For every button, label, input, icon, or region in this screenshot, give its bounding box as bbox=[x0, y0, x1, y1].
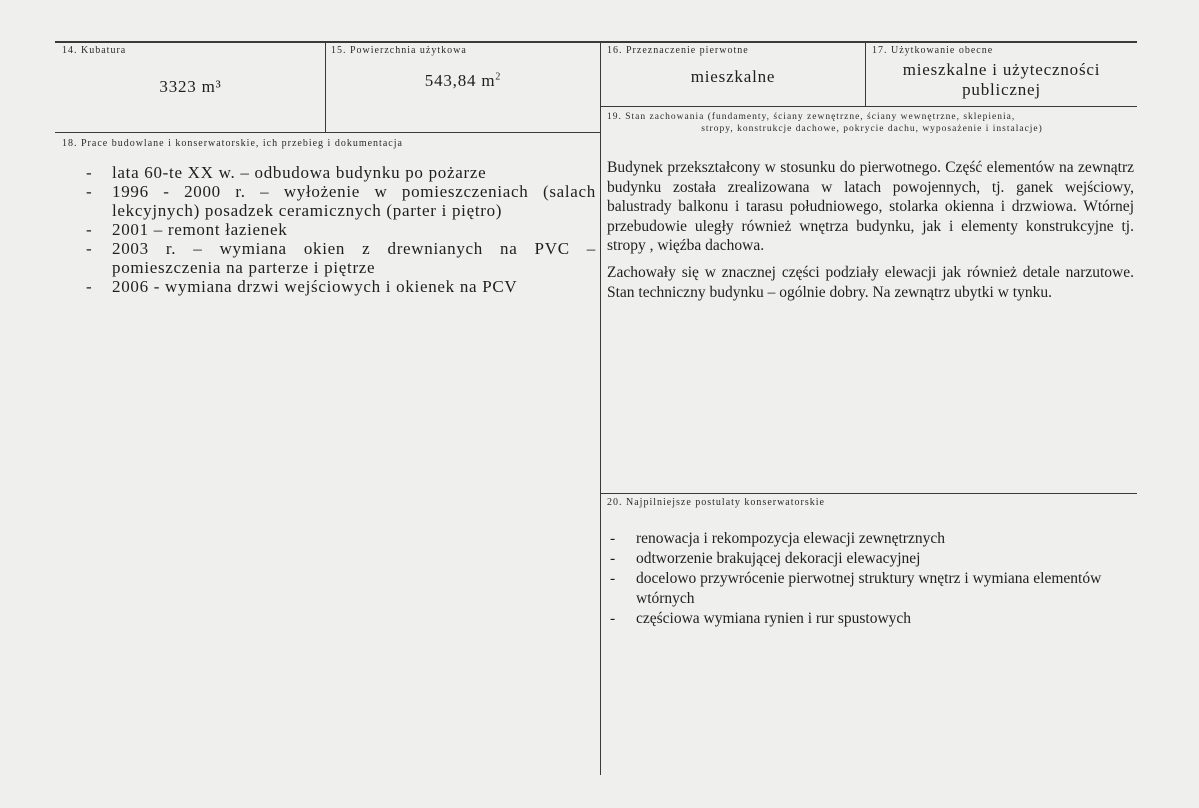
line-under-14-15 bbox=[55, 132, 601, 133]
list-item bbox=[610, 529, 1110, 549]
list-item bbox=[610, 569, 1110, 609]
powierzchnia-unit-superscript: 2 bbox=[495, 71, 502, 83]
przeznaczenie-value: mieszkalne bbox=[690, 67, 776, 86]
stan-label-line1: 19. Stan zachowania (fundamenty, ściany zewnętrzne, ściany wewnętrzne, sklepienia, bbox=[607, 112, 1016, 122]
list-item-text: renowacja i rekompozycja elewacji zewnętrznych bbox=[636, 530, 945, 547]
list-dash: - bbox=[86, 220, 93, 239]
prace-list bbox=[86, 163, 596, 296]
list-item bbox=[86, 277, 596, 296]
list-dash: - bbox=[610, 530, 616, 547]
list-item bbox=[86, 239, 596, 277]
center-divider bbox=[600, 42, 601, 775]
list-dash: - bbox=[86, 277, 93, 296]
uzytkowanie-value-line2: publicznej bbox=[962, 80, 1041, 99]
postulaty-list bbox=[610, 529, 1110, 629]
kubatura-label: 14. Kubatura bbox=[62, 45, 127, 56]
postulaty-label: 20. Najpilniejsze postulaty konserwatorskie bbox=[607, 497, 825, 508]
powierzchnia-value bbox=[326, 71, 600, 91]
list-item bbox=[86, 182, 596, 220]
list-dash: - bbox=[86, 163, 93, 182]
uzytkowanie-value-line1: mieszkalne i użyteczności bbox=[902, 60, 1101, 79]
uzytkowanie-value bbox=[866, 60, 1137, 100]
list-item-text: 1996 - 2000 r. – wyłożenie w pomieszczeniach (salach lekcyjnych) posadzek ceramicznych (parter i piętro) bbox=[112, 182, 596, 220]
list-dash: - bbox=[610, 550, 616, 567]
top-border bbox=[55, 41, 1137, 43]
list-item-text: 2001 – remont łazienek bbox=[112, 220, 288, 239]
powierzchnia-number: 543,84 m bbox=[424, 71, 496, 90]
list-item bbox=[86, 163, 596, 182]
stan-label-line2: stropy, konstrukcje dachowe, pokrycie dachu, wyposażenie i instalacje) bbox=[701, 124, 1043, 134]
stan-paragraph-2: Zachowały się w znacznej części podziały elewacji jak również detale narzutowe. Stan techniczny budynku – ogólnie dobry. Na zewnątrz ubytki w tynku. bbox=[607, 264, 1134, 301]
list-item bbox=[86, 220, 596, 239]
przeznaczenie-label: 16. Przeznaczenie pierwotne bbox=[607, 45, 749, 56]
list-dash: - bbox=[610, 570, 616, 587]
kubatura-value: 3323 m³ bbox=[159, 77, 222, 96]
list-item-text: odtworzenie brakującej dekoracji elewacyjnej bbox=[636, 550, 921, 567]
list-item-text: lata 60-te XX w. – odbudowa budynku po pożarze bbox=[112, 163, 487, 182]
powierzchnia-label: 15. Powierzchnia użytkowa bbox=[331, 45, 467, 56]
line-above-20 bbox=[600, 493, 1137, 494]
list-dash: - bbox=[86, 182, 93, 201]
list-dash: - bbox=[610, 610, 616, 627]
list-item bbox=[610, 549, 1110, 569]
prace-label: 18. Prace budowlane i konserwatorskie, ich przebieg i dokumentacja bbox=[62, 138, 403, 149]
list-item bbox=[610, 609, 1110, 629]
list-item-text: docelowo przywrócenie pierwotnej struktury wnętrz i wymiana elementów wtórnych bbox=[636, 570, 1102, 607]
list-dash: - bbox=[86, 239, 93, 258]
stan-paragraph-1: Budynek przekształcony w stosunku do pierwotnego. Część elementów na zewnątrz budynku została zrealizowana w latach powojennych, tj. ganek wejściowy, balustrady balkonu i tarasu południowego, stolarka okienna i drzwiowa. Wtórnej przebudowie uległy również wnętrza budynku, jak i elementy konstrukcyjne tj. stropy , więźba dachowa. bbox=[607, 159, 1134, 254]
stan-label bbox=[607, 111, 1137, 135]
line-under-16-17 bbox=[600, 106, 1137, 107]
list-item-text: częściowa wymiana rynien i rur spustowych bbox=[636, 610, 912, 627]
list-item-text: 2006 - wymiana drzwi wejściowych i okienek na PCV bbox=[112, 277, 518, 296]
list-item-text: 2003 r. – wymiana okien z drewnianych na PVC – pomieszczenia na parterze i piętrze bbox=[112, 239, 596, 277]
uzytkowanie-label: 17. Użytkowanie obecne bbox=[872, 45, 994, 56]
